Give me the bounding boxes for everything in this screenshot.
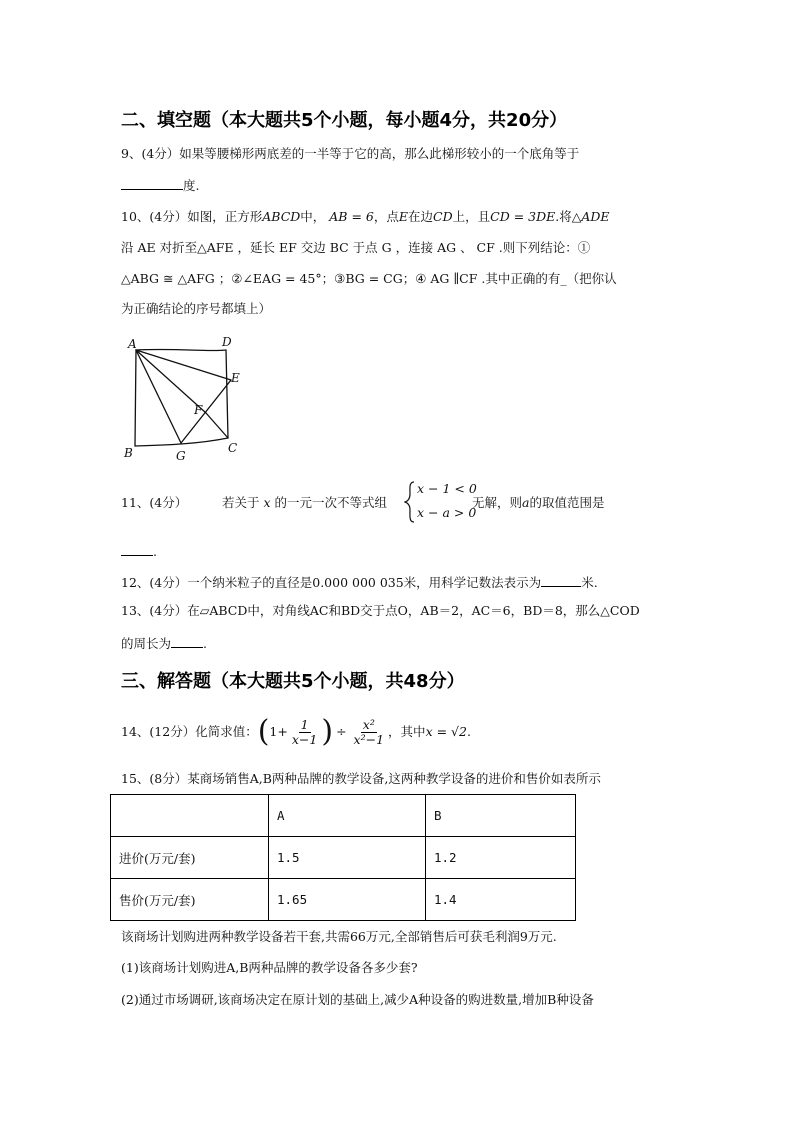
question-15-line1: 该商场计划购进两种教学设备若干套,共需66万元,全部销售后可获毛利润9万元. — [121, 929, 557, 944]
table-cell: 1.5 — [269, 837, 426, 879]
question-10-line4: 为正确结论的序号都填上） — [121, 301, 272, 316]
question-12 — [121, 573, 598, 591]
q11-end: . — [153, 544, 157, 559]
q10-text: .将△ — [555, 209, 582, 224]
q11-text: 的一元一次不等式组 — [274, 495, 388, 510]
label-E: E — [231, 371, 240, 385]
q14-cond: x = √2 — [425, 724, 467, 739]
q12-suffix: 米. — [581, 575, 598, 590]
section-2-title: 二、填空题（本大题共5个小题，每小题4分，共20分） — [121, 110, 568, 131]
question-13-line1: 13、(4分）在▱ABCD中，对角线AC和BD交于点O，AB＝2，AC＝6，BD＝8，那么△COD — [121, 603, 640, 618]
q11-var-a: a — [522, 495, 530, 510]
table-cell: 售价(万元/套) — [111, 879, 269, 921]
paren-left: ( — [257, 714, 270, 749]
question-15-part2: (2)通过市场调研,该商场决定在原计划的基础上,减少A种设备的购进数量,增加B种设备 — [121, 992, 594, 1007]
question-13-line2 — [121, 634, 207, 652]
q10-text: 上，且 — [452, 209, 491, 224]
answer-blank — [171, 634, 203, 648]
question-11-answer — [121, 542, 157, 560]
table-row — [111, 837, 576, 879]
table-cell: 1.4 — [426, 879, 576, 921]
q10-text: ，点 — [373, 209, 399, 224]
section-3-title: 三、解答题（本大题共5个小题，共48分） — [121, 671, 465, 692]
q10-math: ADE — [581, 209, 610, 224]
question-15-intro: 15、(8分）某商场销售A,B两种品牌的教学设备,这两种教学设备的进价和售价如表所示 — [121, 771, 601, 786]
q10-math: E — [398, 209, 409, 224]
price-table — [110, 794, 576, 921]
q10-text: 在边 — [408, 209, 434, 224]
q13-suffix: . — [203, 636, 207, 651]
question-10-line2: 沿 AE 对折至△AFE ，延长 EF 交边 BC 于点 G ，连接 AG 、 CF .则下列结论：① — [121, 240, 591, 255]
q10-math: CD = 3DE — [490, 209, 556, 224]
table-header-row — [111, 795, 576, 837]
q10-math: CD — [433, 209, 453, 224]
q11-text: 的取值范围是 — [529, 495, 605, 510]
question-9-line2 — [121, 176, 199, 194]
q13-text: 的周长为 — [121, 636, 172, 651]
paren-right: ) — [321, 714, 334, 749]
question-14 — [121, 709, 471, 755]
q11-var-x: x — [263, 495, 271, 510]
inequality-2: x − a > 0 — [417, 505, 477, 520]
q14-end: . — [466, 724, 471, 739]
label-A: A — [128, 337, 137, 351]
table-row — [111, 879, 576, 921]
q14-div: ÷ — [336, 724, 347, 739]
table-cell: 1.65 — [269, 879, 426, 921]
q10-math: AB = 6 — [329, 209, 374, 224]
q14-text: ，其中 — [388, 724, 426, 739]
question-15-part1: (1)该商场计划购进A,B两种品牌的教学设备各多少套? — [121, 960, 418, 975]
q14-text: 14、(12分）化简求值： — [121, 724, 258, 739]
table-cell — [111, 795, 269, 837]
table-cell: 进价(万元/套) — [111, 837, 269, 879]
table-cell: 1.2 — [426, 837, 576, 879]
table-cell: B — [426, 795, 576, 837]
label-G: G — [176, 449, 186, 463]
table-cell: A — [269, 795, 426, 837]
q11-text: 无解，则 — [472, 495, 523, 510]
q10-text: 10、(4分）如图，正方形 — [121, 209, 263, 224]
label-B: B — [124, 446, 133, 460]
question-9-line1: 9、(4分）如果等腰梯形两底差的一半等于它的高，那么此梯形较小的一个底角等于 — [121, 146, 580, 161]
inequality-1: x − 1 < 0 — [417, 481, 477, 496]
q12-text: 12、(4分）一个纳米粒子的直径是0.000 000 035米，用科学记数法表示为 — [121, 575, 542, 590]
q10-text: 中， — [300, 209, 326, 224]
q14-text: 1+ — [269, 724, 288, 739]
question-11-prefix: 11、(4分） — [121, 495, 188, 510]
question-10-line1 — [121, 209, 610, 225]
answer-blank — [121, 542, 153, 556]
question-11-text — [222, 495, 387, 511]
question-10-line3: △ABG ≅ △AFG ；②∠EAG = 45°；③BG = CG；④ AG ∥CF .其中正确的有_（把你认 — [121, 271, 617, 286]
question-11-tail — [472, 495, 604, 511]
q11-text: 若关于 — [222, 495, 260, 510]
label-C: C — [228, 441, 238, 455]
label-D: D — [222, 335, 232, 349]
fraction-2: $\frac{\text{x²}}{\text{x²−1}}$ — [353, 716, 385, 747]
answer-blank — [541, 573, 581, 587]
question-9-suffix: 度. — [183, 178, 200, 193]
brace-icon — [404, 480, 416, 524]
square-figure — [118, 330, 258, 465]
label-F: F — [194, 403, 203, 417]
q10-math: ABCD — [262, 209, 301, 224]
fraction-1: $\frac{1}{x-1}$ — [291, 716, 318, 747]
answer-blank — [121, 176, 183, 190]
